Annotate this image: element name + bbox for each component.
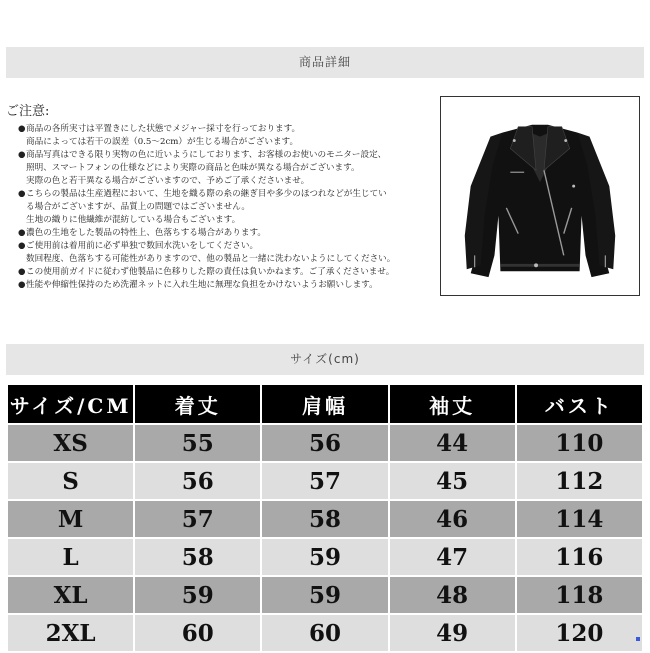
notice-item — [18, 227, 438, 240]
notice-item — [18, 123, 438, 149]
notice-line: この使用前ガイドに従わず他製品に色移りした際の責任は負いかねます。ご了承くださいませ。 — [26, 267, 395, 277]
cell-bust: 114 — [517, 501, 642, 537]
notice-line-continued: 実際の色と若干異なる場合がございますので、予めご了承くださいませ。 — [26, 176, 310, 186]
table-row — [8, 539, 642, 575]
notice-line-continued: 商品によっては若干の誤差（0.5～2cm）が生じる場合がございます。 — [26, 137, 299, 147]
table-row — [8, 577, 642, 613]
notice-line-continued: 生地の織りに他繊維が混紡している場合もございます。 — [26, 215, 241, 225]
notice-list — [18, 123, 438, 292]
cell-bust: 110 — [517, 425, 642, 461]
notice-item — [18, 188, 438, 227]
notice-line: こちらの製品は生産過程において、生地を織る際の糸の継ぎ目や多少のほつれなどが生じてい — [26, 189, 387, 199]
product-details-header — [6, 47, 644, 78]
notice-title: ご注意: — [6, 104, 50, 119]
cell-size: XS — [8, 425, 133, 461]
notice-line: ご使用前は着用前に必ず単独で数回水洗いをしてください。 — [26, 241, 259, 251]
cell-shoulder: 58 — [262, 501, 387, 537]
cell-bust: 116 — [517, 539, 642, 575]
notice-line: 商品の各所実寸は平置きにした状態でメジャー採寸を行っております。 — [26, 124, 301, 134]
notice-line: 性能や伸縮性保持のため洗濯ネットに入れ生地に無理な負担をかけないようお願いします。 — [26, 280, 378, 290]
notice-item — [18, 279, 438, 292]
cell-shoulder: 56 — [262, 425, 387, 461]
cell-length: 58 — [135, 539, 260, 575]
bullet-icon: ● — [18, 228, 26, 238]
notice-line: 商品写真はできる限り実物の色に近いようにしております、お客様のお使いのモニター設定、 — [26, 150, 387, 160]
table-row — [8, 501, 642, 537]
notice-item — [18, 266, 438, 279]
cell-length: 59 — [135, 577, 260, 613]
col-header-bust: バスト — [517, 385, 642, 423]
cell-shoulder: 59 — [262, 539, 387, 575]
bullet-icon: ● — [18, 280, 26, 290]
cell-size: XL — [8, 577, 133, 613]
cell-shoulder: 59 — [262, 577, 387, 613]
notice-line: 濃色の生地をした製品の特性上、色落ちする場合があります。 — [26, 228, 266, 238]
size-table — [6, 383, 644, 653]
bullet-icon: ● — [18, 189, 26, 199]
notice-item — [18, 240, 438, 266]
table-row — [8, 615, 642, 651]
cell-shoulder: 57 — [262, 463, 387, 499]
size-table-header-row — [8, 385, 642, 423]
cell-length: 60 — [135, 615, 260, 651]
product-photo — [440, 96, 640, 296]
product-details-label: 商品詳細 — [298, 55, 351, 69]
bullet-icon: ● — [18, 267, 26, 277]
cell-sleeve: 48 — [390, 577, 515, 613]
cell-size: S — [8, 463, 133, 499]
leather-jacket-icon — [441, 97, 639, 295]
size-header — [6, 344, 644, 375]
notice-item — [18, 149, 438, 188]
cell-bust: 118 — [517, 577, 642, 613]
corner-marker — [636, 637, 640, 641]
notice-line-continued: る場合がございますが、品質上の問題ではございません。 — [26, 202, 250, 212]
col-header-sleeve: 袖丈 — [390, 385, 515, 423]
cell-sleeve: 49 — [390, 615, 515, 651]
bullet-icon: ● — [18, 124, 26, 134]
notice-line-continued: 照明、スマートフォンの仕様などにより実際の商品と色味が異なる場合がございます。 — [26, 163, 360, 173]
table-row — [8, 463, 642, 499]
col-header-shoulder: 肩幅 — [262, 385, 387, 423]
cell-size: M — [8, 501, 133, 537]
cell-bust: 120 — [517, 615, 642, 651]
cell-bust: 112 — [517, 463, 642, 499]
cell-length: 55 — [135, 425, 260, 461]
cell-sleeve: 46 — [390, 501, 515, 537]
bullet-icon: ● — [18, 241, 26, 251]
cell-length: 57 — [135, 501, 260, 537]
size-label: サイズ(cm) — [290, 352, 360, 366]
cell-sleeve: 47 — [390, 539, 515, 575]
cell-size: L — [8, 539, 133, 575]
table-row — [8, 425, 642, 461]
bullet-icon: ● — [18, 150, 26, 160]
cell-sleeve: 44 — [390, 425, 515, 461]
notice-line-continued: 数回程度、色落ちする可能性がありますので、他の製品と一緒に洗わないようにしてください。 — [26, 254, 396, 264]
col-header-size: サイズ/CM — [8, 385, 133, 423]
cell-shoulder: 60 — [262, 615, 387, 651]
cell-length: 56 — [135, 463, 260, 499]
cell-size: 2XL — [8, 615, 133, 651]
cell-sleeve: 45 — [390, 463, 515, 499]
col-header-length: 着丈 — [135, 385, 260, 423]
